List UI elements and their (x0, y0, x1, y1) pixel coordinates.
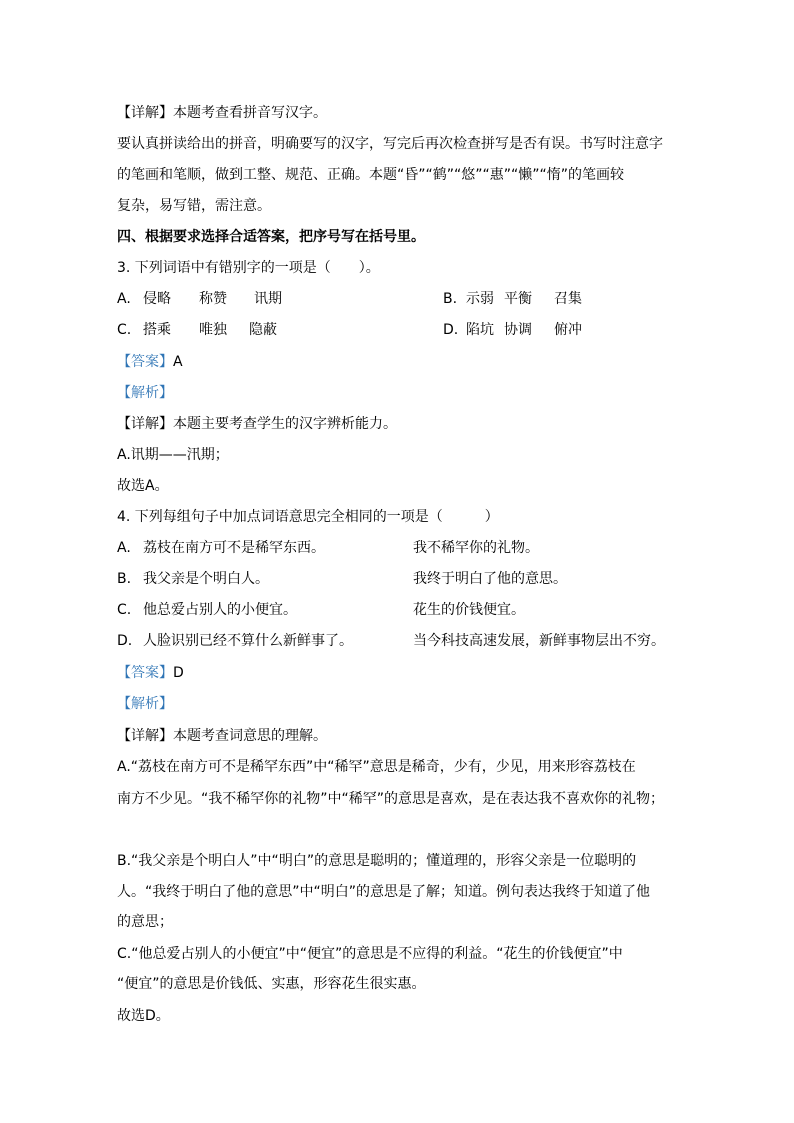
answer-label: 【答案】 (117, 354, 173, 370)
option-label: C. (117, 602, 132, 618)
q3-option-a (117, 290, 282, 308)
q4-detail: 【详解】本题考查词意思的理解。 (117, 728, 327, 744)
option-label: A. (117, 291, 131, 307)
option-label: C. (117, 322, 132, 338)
option-word: 召集 (554, 291, 582, 307)
q4-option-a (117, 539, 325, 557)
option-label: A. (117, 540, 131, 556)
option-word: 示弱 (466, 291, 494, 307)
paragraph-line: 故选D。 (117, 1008, 170, 1024)
q3-option-c (117, 321, 277, 339)
q4-option-c-right: 花生的价钱便宜。 (413, 602, 525, 618)
paragraph-line: 的意思； (117, 914, 173, 930)
option-word: 搭乘 (143, 322, 171, 338)
option-word: 侵略 (143, 291, 171, 307)
paragraph-line: 的笔画和笔顺，做到工整、规范、正确。本题“昏”“鹤”“悠”“惠”“懒”“惰”的笔画较 (117, 167, 625, 183)
section-title: 四、根据要求选择合适答案，把序号写在括号里。 (117, 229, 425, 245)
option-label: D. (443, 322, 459, 338)
detail-q2: 【详解】本题考查看拼音写汉字。 (117, 105, 327, 121)
q3-detail: 【详解】本题主要考查学生的汉字辨析能力。 (117, 416, 397, 432)
answer-value: A (173, 354, 183, 370)
answer-label: 【答案】 (117, 665, 173, 681)
option-label: D. (117, 633, 133, 649)
paragraph-line: A.“荔枝在南方可不是稀罕东西”中“稀罕”意思是稀奇，少有，少见，用来形容荔枝在 (117, 759, 636, 775)
q4-option-a-right: 我不稀罕你的礼物。 (413, 540, 539, 556)
paragraph-line: 南方不少见。“我不稀罕你的礼物”中“稀罕”的意思是喜欢，是在表达我不喜欢你的礼物； (117, 791, 665, 807)
paragraph-line: B.“我父亲是个明白人”中“明白”的意思是聪明的；懂道理的，形容父亲是一位聪明的 (117, 853, 637, 869)
q4-analysis-label: 【解析】 (117, 696, 173, 712)
q3-answer (117, 353, 183, 371)
paragraph-line: 人。“我终于明白了他的意思”中“明白”的意思是了解；知道。例句表达我终于知道了他 (117, 884, 651, 900)
option-label: B. (117, 571, 132, 587)
option-label: B. (443, 291, 458, 307)
option-word: 唯独 (199, 322, 227, 338)
paragraph-line: 故选A。 (117, 478, 169, 494)
paragraph-line: A.讯期——汛期； (117, 447, 229, 463)
question-3-stem: 3. 下列词语中有错别字的一项是（ ）。 (117, 260, 380, 276)
option-word: 讯期 (254, 291, 282, 307)
option-word: 称赞 (199, 291, 227, 307)
option-sentence: 荔枝在南方可不是稀罕东西。 (143, 540, 325, 556)
paragraph-line: 要认真拼读给出的拼音，明确要写的汉字，写完后再次检查拼写是否有误。书写时注意字 (117, 136, 663, 152)
option-sentence: 人脸识别已经不算什么新鲜事了。 (143, 633, 353, 649)
q4-answer (117, 664, 184, 682)
paragraph-line: 复杂，易写错，需注意。 (117, 198, 271, 214)
answer-value: D (173, 665, 184, 681)
q3-option-b (443, 290, 582, 308)
paragraph-line: “便宜”的意思是价钱低、实惠，形容花生很实惠。 (117, 976, 426, 992)
q3-option-d (443, 321, 582, 339)
option-word: 平衡 (504, 291, 532, 307)
q3-analysis-label: 【解析】 (117, 385, 173, 401)
q4-option-b-right: 我终于明白了他的意思。 (413, 571, 567, 587)
option-word: 隐蔽 (249, 322, 277, 338)
q4-option-d (117, 632, 353, 650)
q4-option-d-right: 当今科技高速发展，新鲜事物层出不穷。 (413, 633, 665, 649)
q4-option-c (117, 601, 297, 619)
option-word: 陷坑 (466, 322, 494, 338)
option-sentence: 他总爱占别人的小便宜。 (143, 602, 297, 618)
q4-option-b (117, 570, 269, 588)
question-4-stem: 4. 下列每组句子中加点词语意思完全相同的一项是（ ） (117, 509, 499, 525)
option-word: 俯冲 (554, 322, 582, 338)
option-sentence: 我父亲是个明白人。 (143, 571, 269, 587)
paragraph-line: C.“他总爱占别人的小便宜”中“便宜”的意思是不应得的利益。“花生的价钱便宜”中 (117, 946, 623, 962)
option-word: 协调 (504, 322, 532, 338)
